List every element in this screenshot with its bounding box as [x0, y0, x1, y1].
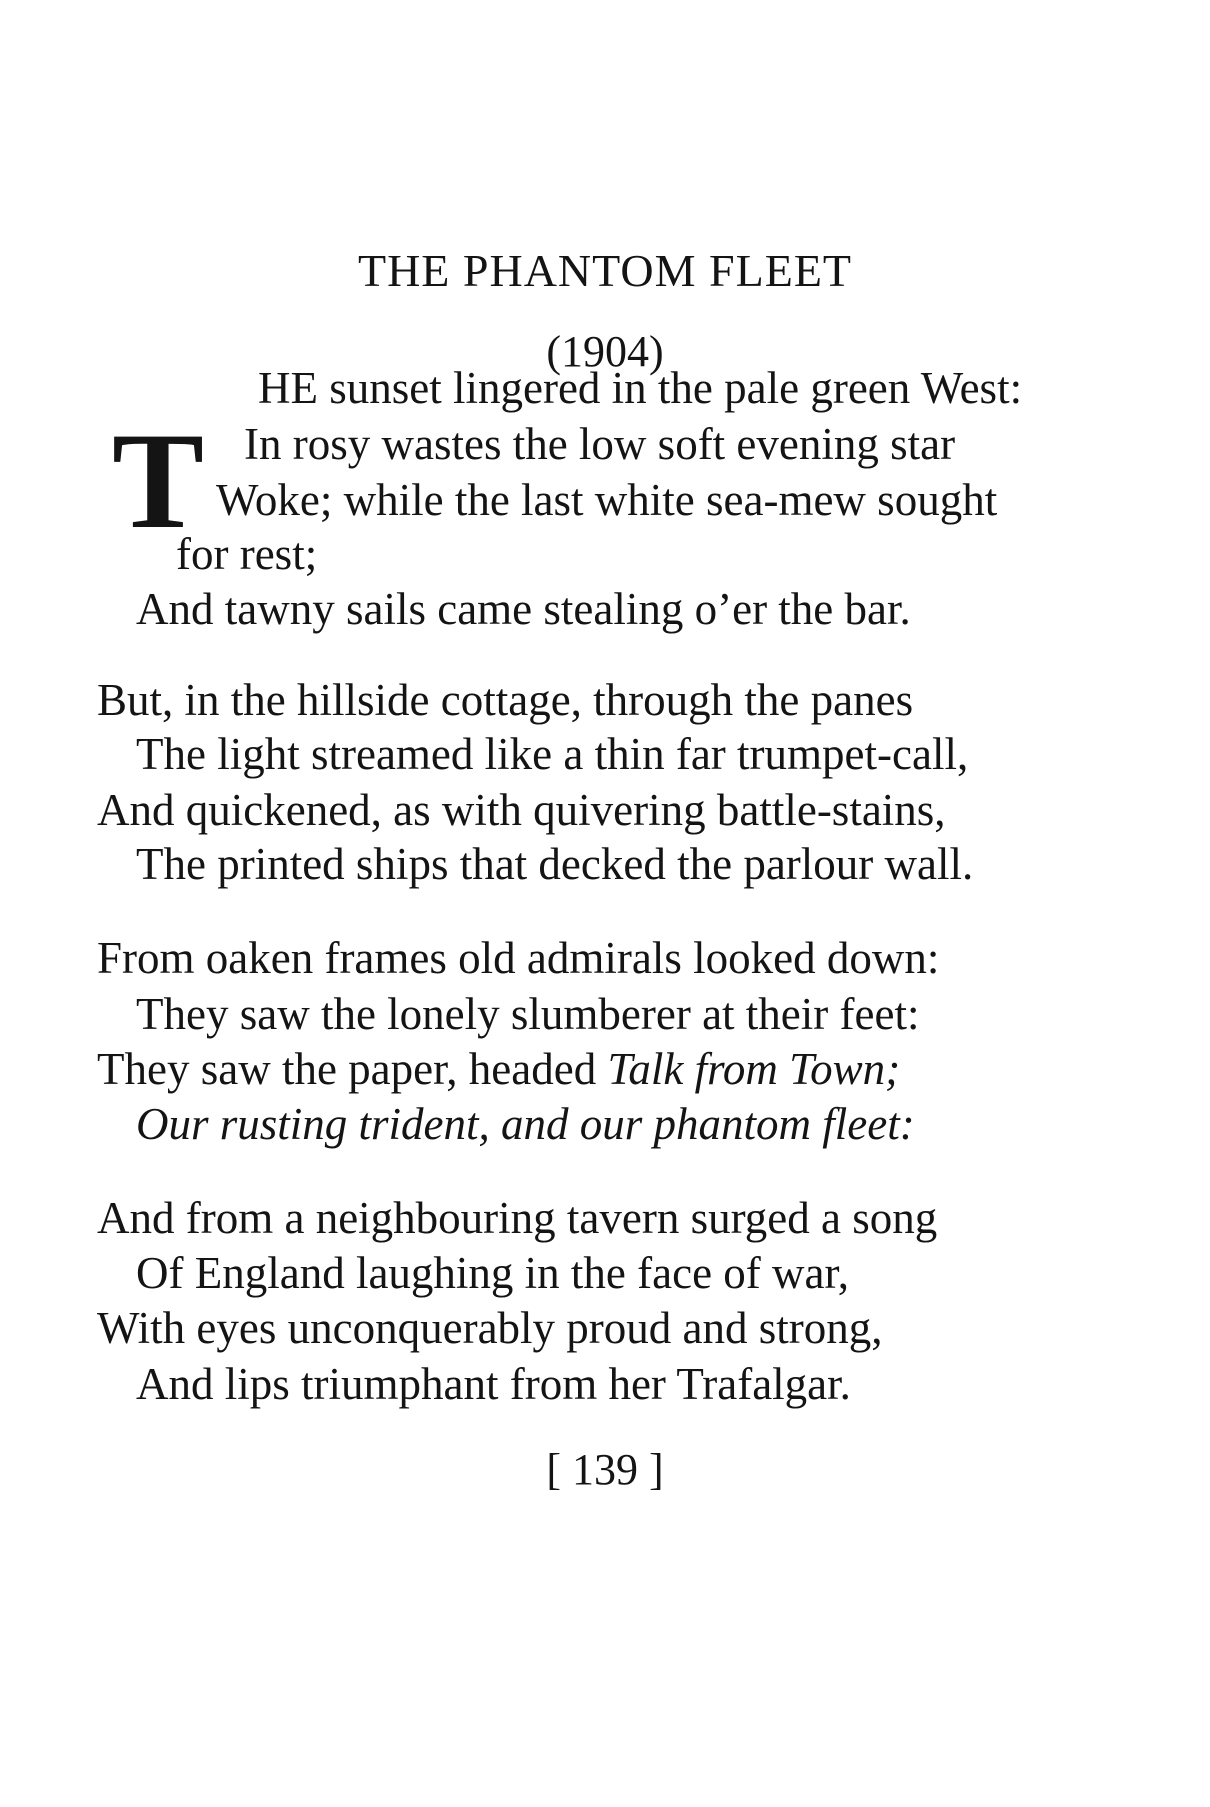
stanza4-line3: With eyes unconquerably proud and strong,	[97, 1303, 883, 1353]
poem-year: (1904)	[546, 327, 664, 376]
stanza2-line3: And quickened, as with quivering battle-stains,	[97, 785, 946, 835]
stanza2-line2: The light streamed like a thin far trumpet-call,	[136, 729, 969, 779]
stanza3-line3-italic: Talk from Town;	[607, 1044, 901, 1094]
stanza3-line3-plain: They saw the paper, headed	[97, 1044, 608, 1094]
stanza1-line1: HE sunset lingered in the pale green West:	[258, 363, 1023, 413]
page-number: [ 139 ]	[546, 1445, 664, 1494]
stanza4-line4: And lips triumphant from her Trafalgar.	[136, 1359, 851, 1409]
stanza1-line2: In rosy wastes the low soft evening star	[244, 419, 956, 469]
stanza1-line3-continuation: for rest;	[176, 529, 318, 579]
stanza2-line4: The printed ships that decked the parlour wall.	[136, 839, 974, 889]
stanza3-line2: They saw the lonely slumberer at their feet:	[136, 989, 920, 1039]
stanza3-line1: From oaken frames old admirals looked down:	[97, 933, 940, 983]
stanza3-line4: Our rusting trident, and our phantom fleet:	[136, 1099, 915, 1149]
stanza4-line2: Of England laughing in the face of war,	[136, 1248, 849, 1298]
drop-cap: T	[112, 404, 205, 557]
poem-title: THE PHANTOM FLEET	[357, 245, 853, 296]
stanza1-line4: And tawny sails came stealing o’er the bar.	[136, 584, 911, 634]
stanza3-line3	[97, 1044, 901, 1094]
stanza2-line1: But, in the hillside cottage, through the panes	[97, 675, 914, 725]
stanza4-line1: And from a neighbouring tavern surged a song	[97, 1193, 938, 1243]
stanza1-line3: Woke; while the last white sea-mew sought	[216, 475, 998, 525]
